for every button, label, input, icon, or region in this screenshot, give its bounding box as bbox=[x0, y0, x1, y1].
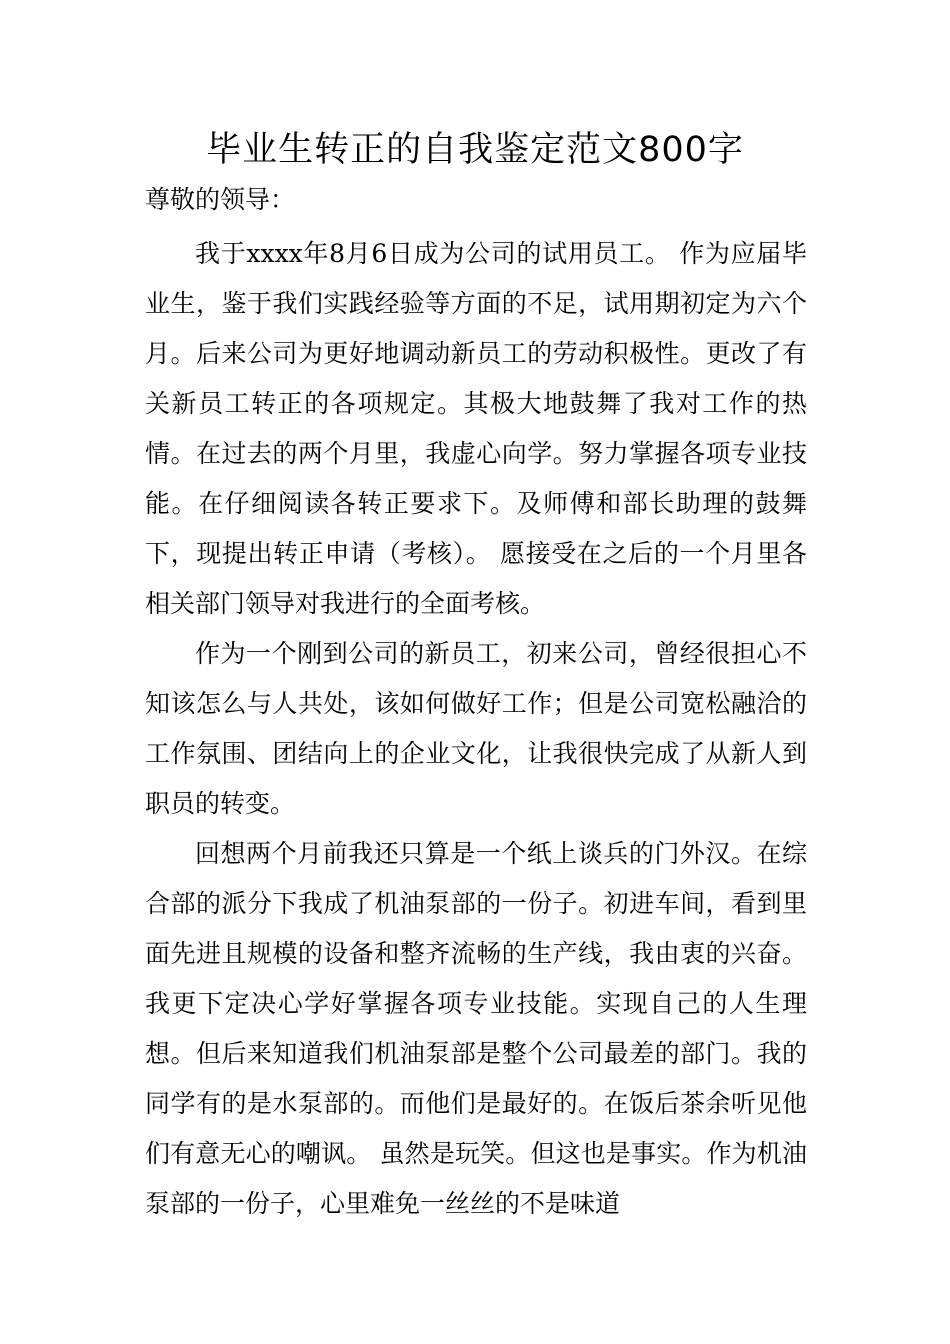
document-title: 毕业生转正的自我鉴定范文800字 bbox=[206, 130, 744, 170]
paragraph-3: 回想两个月前我还只算是一个纸上谈兵的门外汉。在综合部的派分下我成了机油泵部的一份子。初进车间，看到里面先进且规模的设备和整齐流畅的生产线，我由衷的兴奋。我更下定决心学好掌握各项专业技能。实现自己的人生理想。但后来知道我们机油泵部是整个公司最差的部门。我的同学有的是水泵部的。而他们是最好的。在饭后茶余听见他们有意无心的嘲讽。 虽然是玩笑。但这也是事实。作为机油泵部的一份子，心里难免一丝丝的不是味道 bbox=[145, 839, 807, 1218]
paragraph-1: 我于xxxx年8月6日成为公司的试用员工。 作为应届毕业生，鉴于我们实践经验等方面的不足，试用期初定为六个月。后来公司为更好地调动新员工的劳动积极性。更改了有关新员工转正的各项规定。其极大地鼓舞了我对工作的热情。在过去的两个月里，我虚心向学。努力掌握各项专业技能。在仔细阅读各转正要求下。及师傅和部长助理的鼓舞下，现提出转正申请（考核）。 愿接受在之后的一个月里各相关部门领导对我进行的全面考核。 bbox=[145, 239, 807, 618]
document-body bbox=[145, 229, 807, 1229]
paragraph-2: 作为一个刚到公司的新员工，初来公司，曾经很担心不知该怎么与人共处，该如何做好工作；但是公司宽松融洽的工作氛围、团结向上的企业文化，让我很快完成了从新人到职员的转变。 bbox=[145, 639, 807, 818]
salutation: 尊敬的领导： bbox=[145, 185, 296, 214]
